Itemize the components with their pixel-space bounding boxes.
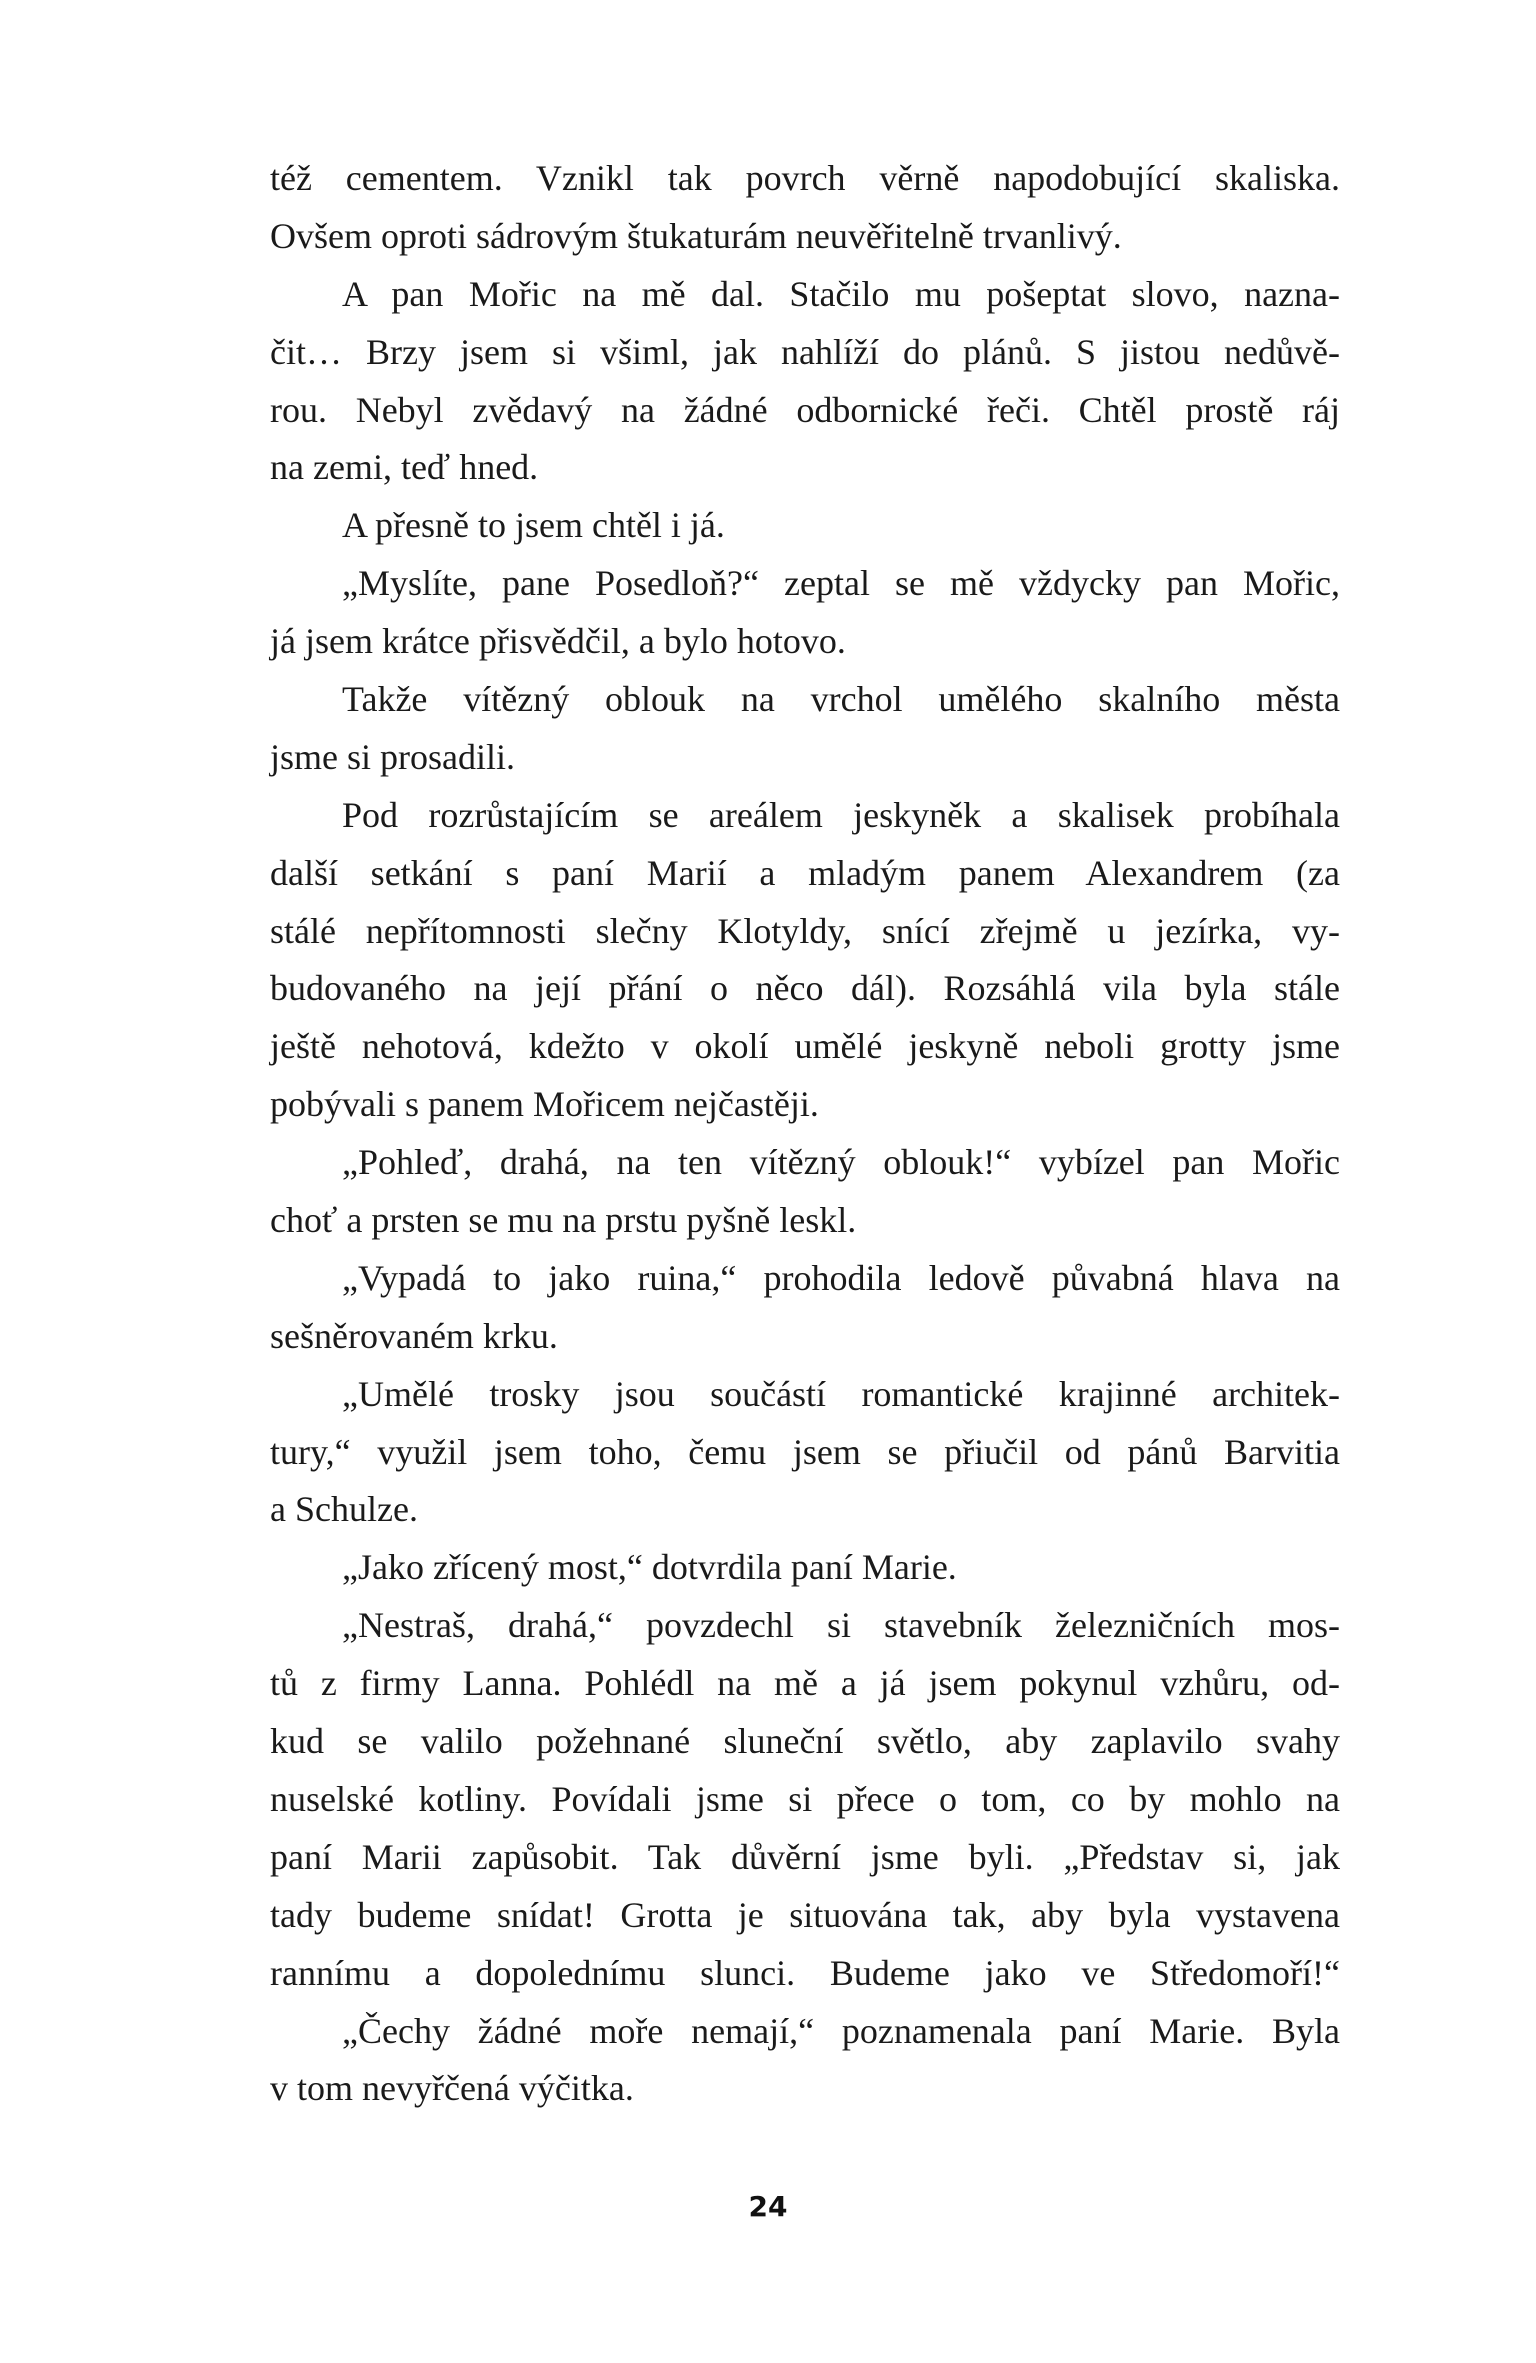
text-line: A přesně to jsem chtěl i já. xyxy=(342,505,725,546)
text-line: jsme si prosadili. xyxy=(270,736,515,777)
text-line: rannímu a dopolednímu slunci. Budeme jako ve Středomoří!“ xyxy=(270,1952,1340,1993)
page-number: 24 xyxy=(748,2190,788,2223)
text-line: „Pohleď, drahá, na ten vítězný oblouk!“ vybízel pan Mořic xyxy=(342,1142,1340,1183)
text-line: „Myslíte, pane Posedloň?“ zeptal se mě vždycky pan Mořic, xyxy=(342,563,1340,604)
text-line: čit… Brzy jsem si všiml, jak nahlíží do plánů. S jistou nedůvě- xyxy=(270,331,1340,372)
text-line: tady budeme snídat! Grotta je situována tak, aby byla vystavena xyxy=(270,1894,1340,1935)
text-line: „Umělé trosky jsou součástí romantické krajinné architek- xyxy=(342,1373,1340,1414)
text-line: paní Marii zapůsobit. Tak důvěrní jsme byli. „Představ si, jak xyxy=(270,1836,1340,1877)
text-line: tů z firmy Lanna. Pohlédl na mě a já jsem pokynul vzhůru, od- xyxy=(270,1663,1340,1704)
text-line: budovaného na její přání o něco dál). Rozsáhlá vila byla stále xyxy=(270,968,1340,1009)
text-line: stálé nepřítomnosti slečny Klotyldy, snící zřejmě u jezírka, vy- xyxy=(270,910,1340,951)
text-line: já jsem krátce přisvědčil, a bylo hotovo. xyxy=(270,621,846,662)
text-line: též cementem. Vznikl tak povrch věrně napodobující skaliska. xyxy=(270,158,1340,198)
text-line: rou. Nebyl zvědavý na žádné odbornické řeči. Chtěl prostě ráj xyxy=(270,389,1340,430)
text-line: nuselské kotliny. Povídali jsme si přece o tom, co by mohlo na xyxy=(270,1778,1340,1819)
text-line: pobývali s panem Mořicem nejčastěji. xyxy=(270,1084,819,1125)
text-line: Takže vítězný oblouk na vrchol umělého skalního města xyxy=(342,679,1340,720)
text-line: ještě nehotová, kdežto v okolí umělé jeskyně neboli grotty jsme xyxy=(270,1026,1340,1067)
text-line: choť a prsten se mu na prstu pyšně leskl. xyxy=(270,1200,857,1241)
body-text xyxy=(270,150,1340,2118)
text-line: Pod rozrůstajícím se areálem jeskyněk a skalisek probíhala xyxy=(342,794,1340,835)
text-line: Ovšem oproti sádrovým štukaturám neuvěřitelně trvanlivý. xyxy=(270,215,1122,256)
text-line: „Jako zřícený most,“ dotvrdila paní Marie. xyxy=(342,1547,957,1588)
text-line: sešněrovaném krku. xyxy=(270,1315,558,1356)
text-line: „Nestraš, drahá,“ povzdechl si stavebník železničních mos- xyxy=(342,1605,1340,1646)
text-line: A pan Mořic na mě dal. Stačilo mu pošeptat slovo, nazna- xyxy=(342,273,1340,314)
text-line: „Čechy žádné moře nemají,“ poznamenala paní Marie. Byla xyxy=(342,2010,1340,2051)
text-line: kud se valilo požehnané sluneční světlo, aby zaplavilo svahy xyxy=(270,1721,1340,1762)
text-line: další setkání s paní Marií a mladým panem Alexandrem (za xyxy=(270,852,1340,893)
text-line: na zemi, teď hned. xyxy=(270,447,539,488)
text-line: a Schulze. xyxy=(270,1489,418,1530)
text-line: „Vypadá to jako ruina,“ prohodila ledově půvabná hlava na xyxy=(342,1257,1340,1298)
text-line: v tom nevyřčená výčitka. xyxy=(270,2068,634,2109)
text-line: tury,“ využil jsem toho, čemu jsem se přiučil od pánů Barvitia xyxy=(270,1431,1340,1472)
